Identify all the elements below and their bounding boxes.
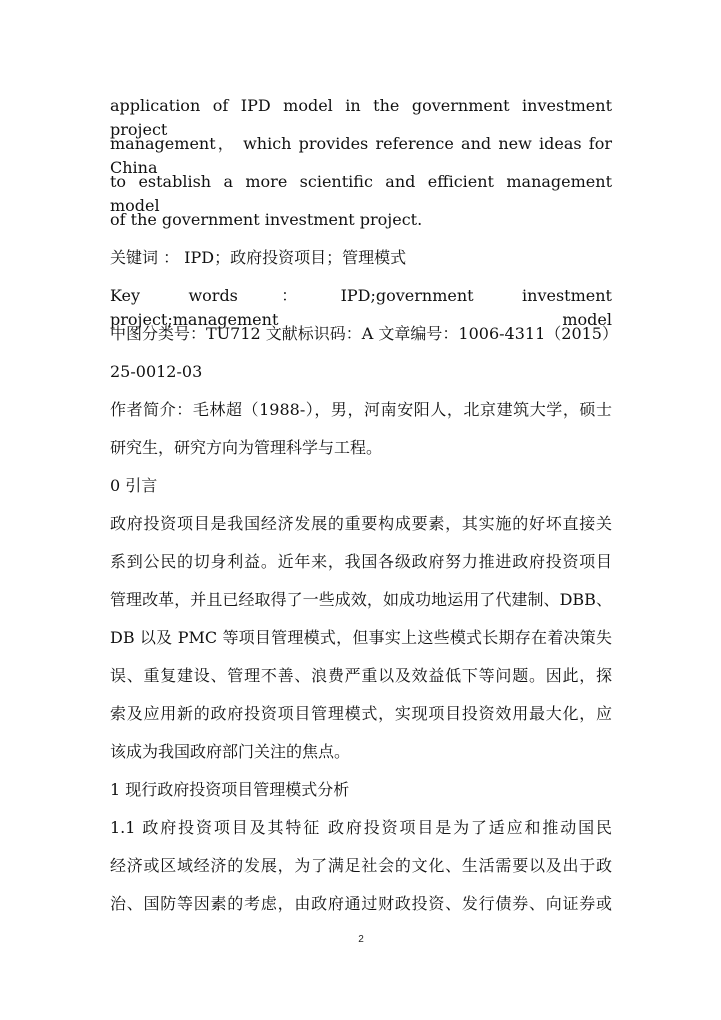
text-line: 经济或区域经济的发展，为了满足社会的文化、生活需要以及出于政 <box>110 856 612 875</box>
text-line: 作者简介：毛林超（1988-），男，河南安阳人，北京建筑大学，硕士 <box>110 400 612 419</box>
text-line: application of IPD model in the government investment project <box>110 96 612 139</box>
page-number: 2 <box>358 934 364 945</box>
text-line: 政府投资项目是我国经济发展的重要构成要素，其实施的好坏直接关 <box>110 514 612 533</box>
text-line: of the government investment project. <box>110 210 423 229</box>
text-line: Key words：IPD;government investment project;management model <box>110 286 612 329</box>
text-line: 1 现行政府投资项目管理模式分析 <box>110 780 350 799</box>
text-line: 0 引言 <box>110 476 158 495</box>
text-line: 该成为我国政府部门关注的焦点。 <box>110 742 351 761</box>
text-line: DB 以及 PMC 等项目管理模式，但事实上这些模式长期存在着决策失 <box>110 628 612 647</box>
text-line: 误、重复建设、管理不善、浪费严重以及效益低下等问题。因此，探 <box>110 666 612 685</box>
text-line: 治、国防等因素的考虑，由政府通过财政投资、发行债券、向证券或 <box>110 894 612 913</box>
text-line: management， which provides reference and new ideas for China <box>110 134 612 177</box>
text-line: 研究生，研究方向为管理科学与工程。 <box>110 438 383 457</box>
text-line: 1.1 政府投资项目及其特征 政府投资项目是为了适应和推动国民 <box>110 818 612 837</box>
text-line: to establish a more scientific and efficient management model <box>110 172 612 215</box>
text-line: 中图分类号：TU712 文献标识码：A 文章编号：1006-4311（2015） <box>110 324 618 343</box>
text-line: 25-0012-03 <box>110 362 203 381</box>
text-line: 索及应用新的政府投资项目管理模式，实现项目投资效用最大化，应 <box>110 704 612 723</box>
text-line: 关键词 ： IPD；政府投资项目；管理模式 <box>110 248 407 267</box>
text-line: 系到公民的切身利益。近年来，我国各级政府努力推进政府投资项目 <box>110 552 612 571</box>
text-line: 管理改革，并且已经取得了一些成效，如成功地运用了代建制、DBB、 <box>110 590 612 609</box>
